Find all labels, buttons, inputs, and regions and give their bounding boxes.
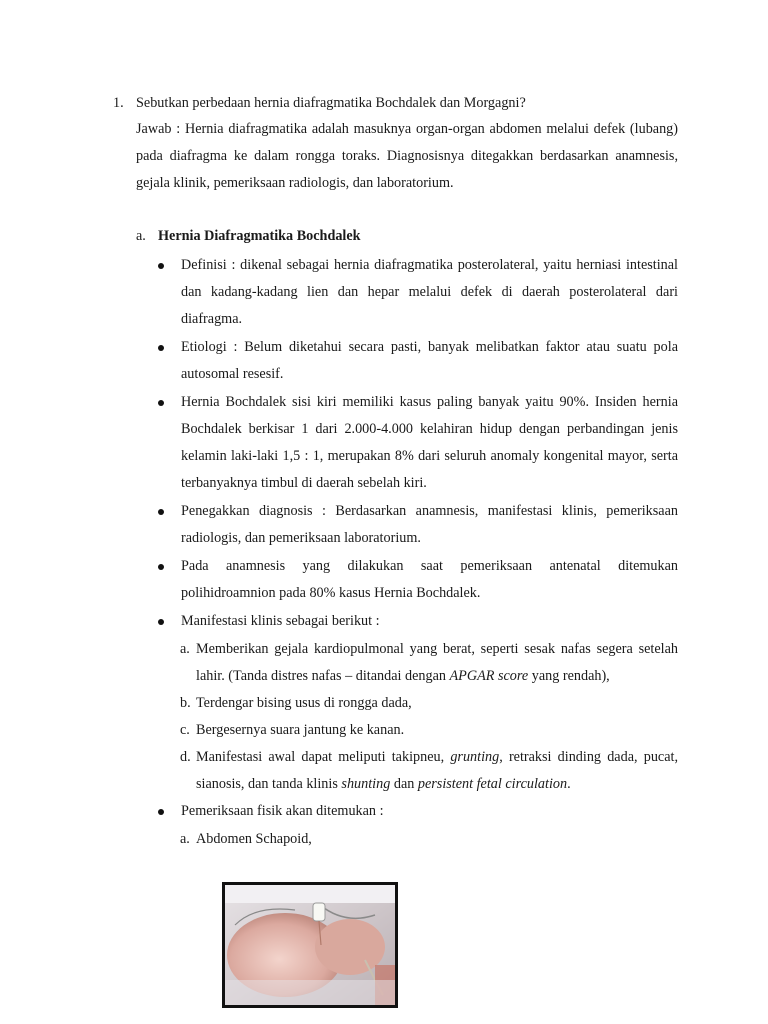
- manifestasi-item-c: [156, 717, 678, 744]
- sub-text: , retraksi dinding dada, pucat, sianosis, dan tanda klinis: [196, 749, 678, 792]
- bullet-text: Pemeriksaan fisik akan ditemukan :: [181, 803, 384, 819]
- bullet-list: [156, 252, 678, 853]
- sub-letter: c.: [180, 722, 190, 738]
- sub-emphasis: shunting: [341, 776, 391, 792]
- section-letter: a.: [136, 228, 146, 244]
- sub-text: Abdomen Schapoid,: [196, 831, 312, 847]
- manifestasi-item-d: [156, 744, 678, 798]
- bullet-text: Penegakkan diagnosis : Berdasarkan anamnesis, manifestasi klinis, pemeriksaan radiologis, dan pemeriksaan laboratorium.: [181, 503, 678, 546]
- bullet-text: Manifestasi klinis sebagai berikut :: [181, 613, 380, 629]
- sub-text: Terdengar bising usus di rongga dada,: [196, 695, 412, 711]
- bullet-dot: [158, 345, 164, 351]
- manifestasi-item-a: [156, 636, 678, 690]
- sub-letter: a.: [180, 831, 190, 847]
- bullet-insiden: [156, 389, 678, 497]
- bullet-text: Etiologi : Belum diketahui secara pasti, banyak melibatkan faktor atau suatu pola autosomal resesif.: [181, 339, 678, 382]
- bullet-text: Definisi : dikenal sebagai hernia diafragmatika posterolateral, yaitu herniasi intestinal dan kadang-kadang lien dan hepar melalui defek di daerah posterolateral dari diafragma.: [181, 257, 678, 327]
- bullet-anamnesis: [156, 553, 678, 607]
- pemeriksaan-item-a: [156, 826, 678, 853]
- sub-letter: b.: [180, 695, 191, 711]
- manifestasi-sublist: [156, 636, 678, 798]
- infant-abdomen-photo: [222, 882, 398, 1008]
- answer-paragraph: Jawab : Hernia diafragmatika adalah masuknya organ-organ abdomen melalui defek (lubang) pada diafragma ke dalam rongga toraks. Diagnosisnya ditegakkan berdasarkan anamnesis, gejala klinik, pemeriksaan radiologis, dan laboratorium.: [136, 121, 678, 191]
- sub-text: Manifestasi awal dapat meliputi takipneu,: [196, 749, 451, 765]
- sub-emphasis: APGAR score: [449, 668, 529, 684]
- sub-emphasis: grunting: [450, 749, 500, 765]
- sub-text: Memberikan gejala kardiopulmonal yang berat, seperti sesak nafas segera setelah lahir. (Tanda distres nafas – ditandai dengan: [196, 641, 678, 684]
- bullet-dot: [158, 619, 164, 625]
- bullet-dot: [158, 564, 164, 570]
- bullet-dot: [158, 509, 164, 515]
- pemeriksaan-sublist: [156, 826, 678, 853]
- bullet-dot: [158, 809, 164, 815]
- bullet-penegakkan: [156, 498, 678, 552]
- question-number: 1.: [113, 95, 124, 111]
- sub-text: dan: [390, 776, 418, 792]
- bullet-dot: [158, 263, 164, 269]
- bullet-manifestasi: [156, 608, 678, 635]
- question-text: Sebutkan perbedaan hernia diafragmatika Bochdalek dan Morgagni?: [136, 95, 526, 111]
- bullet-definisi: [156, 252, 678, 333]
- bullet-pemeriksaan: [156, 798, 678, 825]
- bullet-text: Hernia Bochdalek sisi kiri memiliki kasus paling banyak yaitu 90%. Insiden hernia Bochdalek berkisar 1 dari 2.000-4.000 kelahiran hidup dengan perbandingan jenis kelamin laki-laki 1,5 : 1, merupakan 8% dari seluruh anomaly kongenital mayor, serta terbanyaknya timbul di daerah sebelah kiri.: [181, 394, 678, 491]
- sub-letter: a.: [180, 641, 190, 657]
- photo-illustration: [225, 885, 395, 1005]
- bullet-etiologi: [156, 334, 678, 388]
- sub-letter: d.: [180, 749, 191, 765]
- sub-text: yang rendah),: [528, 668, 610, 684]
- sub-emphasis: persistent fetal circulation: [417, 776, 568, 792]
- manifestasi-item-b: [156, 690, 678, 717]
- sub-text: .: [567, 776, 571, 792]
- section-title: Hernia Diafragmatika Bochdalek: [158, 228, 361, 244]
- sub-text: Bergesernya suara jantung ke kanan.: [196, 722, 405, 738]
- bullet-text: Pada anamnesis yang dilakukan saat pemeriksaan antenatal ditemukan polihidroamnion pada 80% kasus Hernia Bochdalek.: [181, 558, 678, 601]
- bullet-dot: [158, 400, 164, 406]
